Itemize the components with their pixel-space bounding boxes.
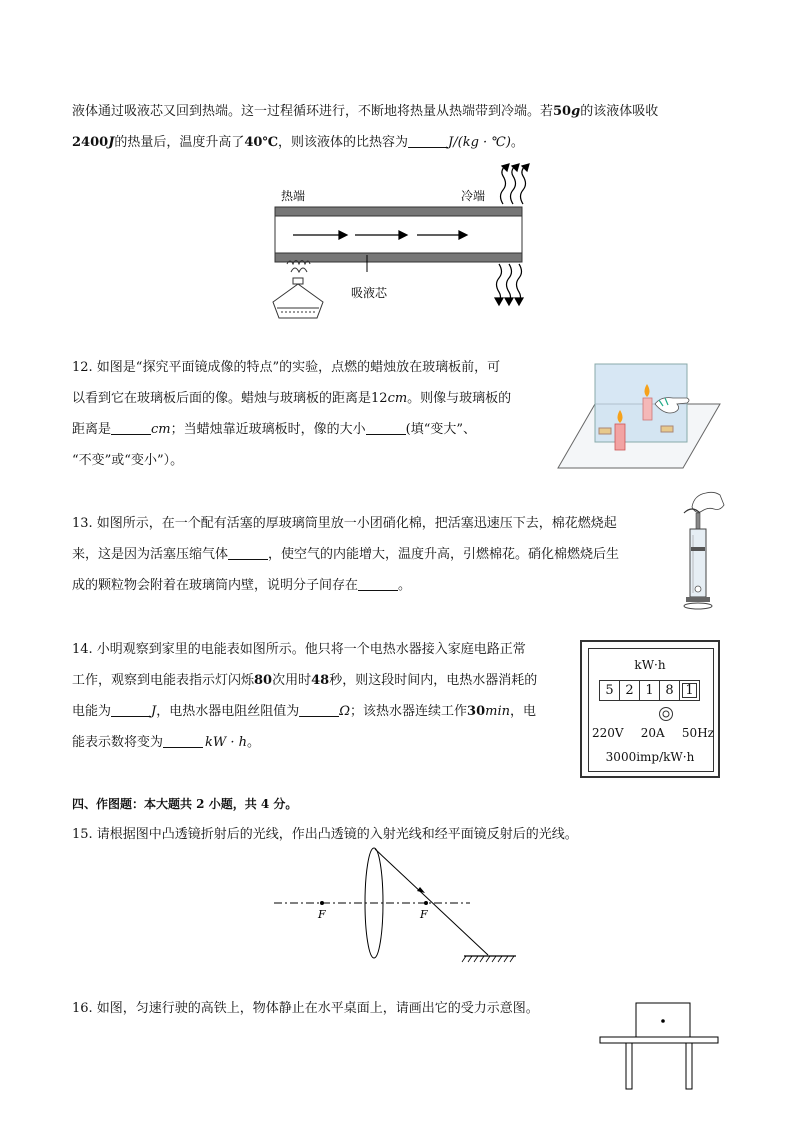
q14-line1: 14. 小明观察到家里的电能表如图所示。他只将一个电热水器接入家庭电路正常 <box>72 642 526 657</box>
piston-head <box>691 547 705 551</box>
q12-line4: “不变”或“变小”）。 <box>72 453 184 468</box>
q12-line2: 以看到它在玻璃板后面的像。蜡烛与玻璃板的距离是12cm。则像与玻璃板的 <box>72 391 512 406</box>
meter-unit: kW·h <box>634 658 666 672</box>
answer-blank[interactable] <box>358 576 398 591</box>
q13-line3: 成的颗粒物会附着在玻璃筒内壁，说明分子间存在 。 <box>72 578 412 593</box>
meter-digit: 8 <box>660 680 680 701</box>
table-leg-right <box>686 1043 692 1089</box>
meter-digit: 5 <box>599 680 620 701</box>
hand-press <box>692 492 724 512</box>
refracted-ray <box>375 849 488 955</box>
meter-specs <box>592 726 714 740</box>
base <box>686 597 710 602</box>
lens-figure <box>270 845 520 970</box>
q13-line2: 来，这是因为活塞压缩气体 ，使空气的内能增大，温度升高，引燃棉花。硝化棉燃烧后生 <box>72 547 620 562</box>
alcohol-lamp <box>273 261 323 319</box>
meter-frequency: 50Hz <box>681 726 714 740</box>
answer-blank[interactable] <box>366 420 406 435</box>
focus-point-right <box>424 901 428 905</box>
section-title: 四、作图题：本大题共 2 小题，共 4 分。 <box>72 797 298 811</box>
candle-image <box>643 398 652 420</box>
meter-current: 20A <box>640 726 665 740</box>
meter-digit: 2 <box>620 680 640 701</box>
mirror-hatch <box>462 956 514 962</box>
heat-pipe-figure <box>255 160 545 330</box>
meter-voltage: 220V <box>592 726 624 740</box>
table-leg-left <box>626 1043 632 1089</box>
compression-cylinder-figure <box>670 485 730 615</box>
focus-label-right: F <box>420 908 428 921</box>
meter-digits <box>599 680 700 701</box>
answer-blank[interactable] <box>111 420 151 435</box>
q14-line4: 能表示数将变为 kW · h。 <box>72 735 261 750</box>
focus-point-left <box>320 901 324 905</box>
heat-out-arrows <box>501 164 530 204</box>
indicator-light-icon <box>658 706 674 722</box>
meter-digit-decimal: 1 <box>680 680 700 701</box>
pipe-top-wall <box>275 207 522 216</box>
q15-text: 15. 请根据图中凸透镜折射后的光线，作出凸透镜的入射光线和经平面镜反射后的光线。 <box>72 827 578 842</box>
meter-digit: 1 <box>640 680 660 701</box>
candle <box>615 424 625 450</box>
answer-blank[interactable] <box>111 702 151 717</box>
hot-end-label: 热端 <box>281 189 306 203</box>
q16-text: 16. 如图，匀速行驶的高铁上，物体静止在水平桌面上，请画出它的受力示意图。 <box>72 1001 539 1016</box>
block-left <box>599 428 611 434</box>
tabletop <box>600 1037 718 1043</box>
table-figure <box>596 995 722 1091</box>
q14-line2: 工作，观察到电能表指示灯闪烁80次用时48秒，则这段时间内，电热水器消耗的 <box>72 673 538 688</box>
plane-mirror-figure <box>555 360 725 472</box>
pipe-bottom-wall <box>275 253 522 262</box>
heat-down-arrows <box>495 264 523 305</box>
q13-line1: 13. 如图所示，在一个配有活塞的厚玻璃筒里放一小团硝化棉，把活塞迅速压下去，棉花燃烧起 <box>72 516 617 531</box>
answer-blank[interactable] <box>228 545 268 560</box>
q12-line1: 12. 如图是“探究平面镜成像的特点”的实验，点燃的蜡烛放在玻璃板前，可 <box>72 360 501 375</box>
block-right <box>661 426 673 432</box>
answer-blank[interactable] <box>299 702 339 717</box>
meter-constant: 3000imp/kW·h <box>605 750 695 764</box>
focus-label-left: F <box>318 908 326 921</box>
object-center <box>661 1019 665 1023</box>
wick-label: 吸液芯 <box>351 286 388 300</box>
q11-line2: 2400J的热量后，温度升高了40℃，则该液体的比热容为 J/(kg · ℃)。 <box>72 135 524 150</box>
answer-blank[interactable] <box>163 733 203 748</box>
answer-blank[interactable] <box>408 133 448 148</box>
energy-meter <box>580 640 720 778</box>
q11-line1: 液体通过吸液芯又回到热端。这一过程循环进行，不断地将热量从热端带到冷端。若50g的该液体吸收 <box>72 104 659 119</box>
cotton <box>695 586 701 592</box>
q12-line3: 距离是 cm；当蜡烛靠近玻璃板时，像的大小 (填“变大”、 <box>72 422 477 437</box>
cold-end-label: 冷端 <box>461 189 486 203</box>
q14-line3: 电能为 J，电热水器电阻丝阻值为 Ω；该热水器连续工作30min，电 <box>72 704 537 719</box>
